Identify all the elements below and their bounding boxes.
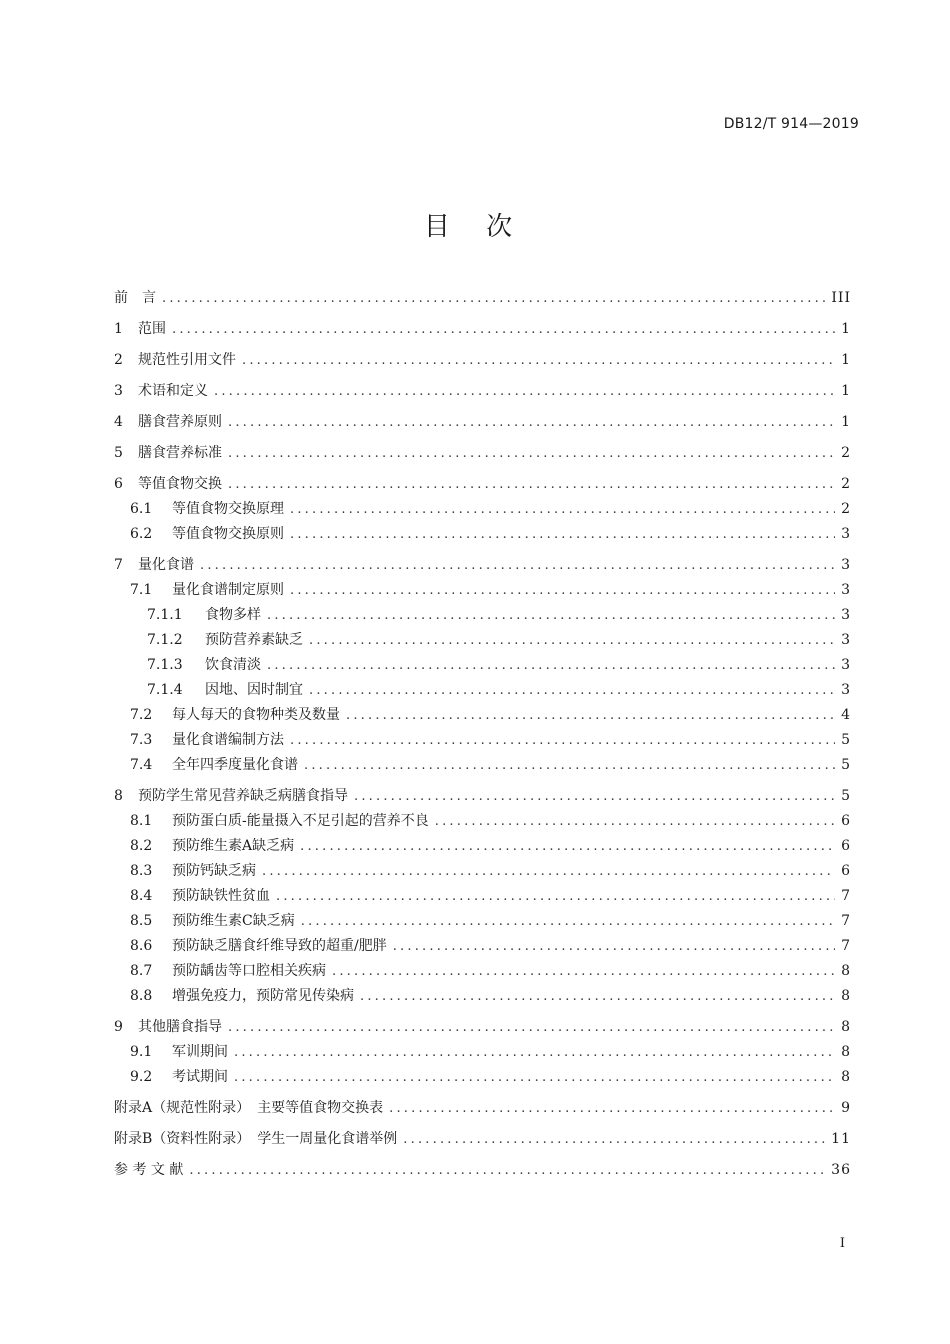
toc-entry[interactable] — [114, 834, 851, 859]
toc-entry-page: 2 — [841, 501, 851, 517]
toc-entry-number: 8.4 — [130, 888, 153, 904]
toc-entry-title: 范围 — [138, 321, 166, 337]
toc-entry[interactable] — [114, 984, 851, 1009]
toc-entry[interactable] — [114, 728, 851, 753]
toc-leader-dots — [435, 809, 835, 834]
toc-entry-page: 2 — [841, 445, 851, 461]
toc-entry-number: 2 — [114, 352, 123, 368]
toc-leader-dots — [309, 628, 835, 653]
toc-entry-number: 7.1.2 — [147, 632, 183, 648]
toc-leader-dots — [267, 653, 835, 678]
toc-entry[interactable] — [114, 1065, 851, 1090]
toc-entry-page: 3 — [841, 557, 851, 573]
toc-entry[interactable] — [114, 784, 851, 809]
toc-entry-number: 6.2 — [130, 526, 153, 542]
toc-entry-page: 3 — [841, 607, 851, 623]
toc-entry-number: 1 — [114, 321, 123, 337]
toc-leader-dots — [389, 1096, 835, 1121]
toc-leader-dots — [262, 859, 835, 884]
toc-leader-dots — [309, 678, 835, 703]
toc-entry-number: 9 — [114, 1019, 123, 1035]
toc-entry-title: 前 言 — [114, 290, 156, 306]
toc-entry-page: 1 — [841, 321, 851, 337]
toc-entry[interactable] — [114, 678, 851, 703]
toc-leader-dots — [234, 1040, 835, 1065]
toc-leader-dots — [172, 317, 835, 342]
toc-leader-dots — [301, 909, 835, 934]
toc-entry-page: III — [831, 290, 851, 306]
toc-entry[interactable] — [114, 441, 851, 466]
toc-entry[interactable] — [114, 1158, 851, 1183]
toc-entry[interactable] — [114, 348, 851, 373]
toc-entry[interactable] — [114, 934, 851, 959]
toc-entry[interactable] — [114, 379, 851, 404]
toc-entry-title: 量化食谱编制方法 — [172, 732, 284, 748]
toc-leader-dots — [228, 472, 835, 497]
toc-entry-page: 8 — [841, 1044, 851, 1060]
toc-entry-page: 8 — [841, 963, 851, 979]
toc-entry-number: 3 — [114, 383, 123, 399]
toc-entry-title: 等值食物交换 — [138, 476, 222, 492]
toc-entry[interactable] — [114, 628, 851, 653]
toc-entry-number: 8 — [114, 788, 123, 804]
toc-entry-title: 每人每天的食物种类及数量 — [172, 707, 340, 723]
toc-entry-title: 饮食清淡 — [205, 657, 261, 673]
toc-leader-dots — [228, 410, 835, 435]
toc-entry-title: 预防维生素C缺乏病 — [172, 913, 295, 929]
toc-entry-title: 术语和定义 — [138, 383, 208, 399]
toc-entry-page: 5 — [841, 732, 851, 748]
toc-entry-title: 因地、因时制宜 — [205, 682, 303, 698]
toc-entry-page: 6 — [841, 863, 851, 879]
toc-entry-title: 膳食营养原则 — [138, 414, 222, 430]
toc-leader-dots — [290, 728, 835, 753]
toc-entry-number: 8.6 — [130, 938, 153, 954]
toc-entry-title: 预防缺铁性贫血 — [172, 888, 270, 904]
toc-leader-dots — [200, 553, 835, 578]
toc-entry-title: 预防龋齿等口腔相关疾病 — [172, 963, 326, 979]
table-of-contents — [114, 286, 851, 1183]
toc-entry-number: 5 — [114, 445, 123, 461]
toc-entry-number: 7.1.1 — [147, 607, 183, 623]
page-number: I — [839, 1236, 845, 1251]
toc-entry-number: 8.3 — [130, 863, 153, 879]
toc-entry-page: 8 — [841, 988, 851, 1004]
toc-entry-title: 参 考 文 献 — [114, 1162, 184, 1178]
toc-entry-title: 附录B（资料性附录） 学生一周量化食谱举例 — [114, 1131, 398, 1147]
toc-entry[interactable] — [114, 703, 851, 728]
toc-leader-dots — [242, 348, 835, 373]
toc-leader-dots — [162, 286, 825, 311]
toc-entry-title: 全年四季度量化食谱 — [172, 757, 298, 773]
toc-leader-dots — [290, 578, 835, 603]
toc-entry-page: 1 — [841, 383, 851, 399]
toc-entry-page: 36 — [831, 1162, 851, 1178]
toc-entry[interactable] — [114, 497, 851, 522]
toc-entry-page: 7 — [841, 938, 851, 954]
toc-leader-dots — [354, 784, 835, 809]
toc-entry-page: 9 — [841, 1100, 851, 1116]
toc-leader-dots — [267, 603, 835, 628]
toc-entry-page: 8 — [841, 1069, 851, 1085]
toc-entry-page: 1 — [841, 352, 851, 368]
toc-entry-number: 9.2 — [130, 1069, 153, 1085]
toc-entry-number: 6.1 — [130, 501, 153, 517]
toc-entry[interactable] — [114, 753, 851, 778]
toc-entry-title: 预防钙缺乏病 — [172, 863, 256, 879]
toc-leader-dots — [360, 984, 835, 1009]
toc-entry-number: 8.1 — [130, 813, 153, 829]
toc-leader-dots — [346, 703, 835, 728]
toc-entry-number: 6 — [114, 476, 123, 492]
toc-entry-page: 3 — [841, 632, 851, 648]
toc-entry-page: 8 — [841, 1019, 851, 1035]
toc-entry-page: 5 — [841, 757, 851, 773]
toc-entry-title: 等值食物交换原理 — [172, 501, 284, 517]
toc-entry-number: 7.1 — [130, 582, 153, 598]
toc-entry-title: 膳食营养标准 — [138, 445, 222, 461]
toc-leader-dots — [304, 753, 835, 778]
toc-entry-number: 4 — [114, 414, 123, 430]
toc-entry-title: 增强免疫力，预防常见传染病 — [172, 988, 354, 1004]
toc-entry[interactable] — [114, 959, 851, 984]
toc-leader-dots — [276, 884, 835, 909]
toc-entry-title: 军训期间 — [172, 1044, 228, 1060]
toc-entry-number: 8.5 — [130, 913, 153, 929]
toc-entry-page: 4 — [841, 707, 851, 723]
toc-entry[interactable] — [114, 317, 851, 342]
toc-leader-dots — [290, 497, 835, 522]
toc-entry-page: 6 — [841, 813, 851, 829]
toc-entry-title: 考试期间 — [172, 1069, 228, 1085]
toc-entry-title: 量化食谱 — [138, 557, 194, 573]
toc-entry[interactable] — [114, 884, 851, 909]
toc-entry-page: 3 — [841, 682, 851, 698]
toc-entry-title: 预防维生素A缺乏病 — [172, 838, 295, 854]
toc-entry[interactable] — [114, 578, 851, 603]
toc-entry[interactable] — [114, 909, 851, 934]
toc-entry-number: 8.7 — [130, 963, 153, 979]
toc-leader-dots — [300, 834, 835, 859]
toc-leader-dots — [290, 522, 835, 547]
page-title: 目 次 — [423, 212, 527, 242]
toc-entry-title: 预防缺乏膳食纤维导致的超重/肥胖 — [172, 938, 387, 954]
toc-leader-dots — [189, 1158, 825, 1183]
toc-entry[interactable] — [114, 809, 851, 834]
toc-entry-number: 7.3 — [130, 732, 153, 748]
toc-entry-title: 量化食谱制定原则 — [172, 582, 284, 598]
toc-leader-dots — [403, 1127, 825, 1152]
toc-leader-dots — [228, 441, 835, 466]
toc-entry-title: 预防营养素缺乏 — [205, 632, 303, 648]
toc-entry-page: 7 — [841, 913, 851, 929]
toc-leader-dots — [332, 959, 835, 984]
toc-entry-page: 7 — [841, 888, 851, 904]
toc-entry[interactable] — [114, 1040, 851, 1065]
toc-entry-number: 8.2 — [130, 838, 153, 854]
toc-entry-number: 7.4 — [130, 757, 153, 773]
toc-entry[interactable] — [114, 859, 851, 884]
document-id: DB12/T 914—2019 — [723, 116, 859, 132]
toc-entry-number: 7.1.4 — [147, 682, 183, 698]
toc-leader-dots — [393, 934, 835, 959]
toc-leader-dots — [214, 379, 835, 404]
toc-entry[interactable] — [114, 522, 851, 547]
toc-entry-title: 预防学生常见营养缺乏病膳食指导 — [138, 788, 348, 804]
toc-entry-page: 11 — [831, 1131, 851, 1147]
toc-entry-number: 7 — [114, 557, 123, 573]
toc-entry[interactable] — [114, 286, 851, 311]
toc-entry-page: 6 — [841, 838, 851, 854]
toc-entry[interactable] — [114, 410, 851, 435]
toc-entry-number: 7.2 — [130, 707, 153, 723]
toc-entry-title: 其他膳食指导 — [138, 1019, 222, 1035]
toc-entry[interactable] — [114, 1127, 851, 1152]
toc-entry[interactable] — [114, 603, 851, 628]
toc-leader-dots — [228, 1015, 835, 1040]
toc-entry-page: 2 — [841, 476, 851, 492]
toc-entry-title: 附录A（规范性附录） 主要等值食物交换表 — [114, 1100, 384, 1116]
toc-entry-page: 3 — [841, 657, 851, 673]
toc-entry-number: 7.1.3 — [147, 657, 183, 673]
toc-entry-title: 食物多样 — [205, 607, 261, 623]
toc-entry-title: 规范性引用文件 — [138, 352, 236, 368]
toc-entry-number: 8.8 — [130, 988, 153, 1004]
toc-leader-dots — [234, 1065, 835, 1090]
toc-entry[interactable] — [114, 653, 851, 678]
toc-entry-title: 等值食物交换原则 — [172, 526, 284, 542]
toc-entry[interactable] — [114, 1015, 851, 1040]
toc-entry-page: 5 — [841, 788, 851, 804]
toc-entry[interactable] — [114, 472, 851, 497]
toc-entry-page: 3 — [841, 582, 851, 598]
toc-entry-number: 9.1 — [130, 1044, 153, 1060]
toc-entry[interactable] — [114, 553, 851, 578]
toc-entry-page: 3 — [841, 526, 851, 542]
toc-entry-title: 预防蛋白质-能量摄入不足引起的营养不良 — [172, 813, 429, 829]
toc-entry[interactable] — [114, 1096, 851, 1121]
toc-entry-page: 1 — [841, 414, 851, 430]
